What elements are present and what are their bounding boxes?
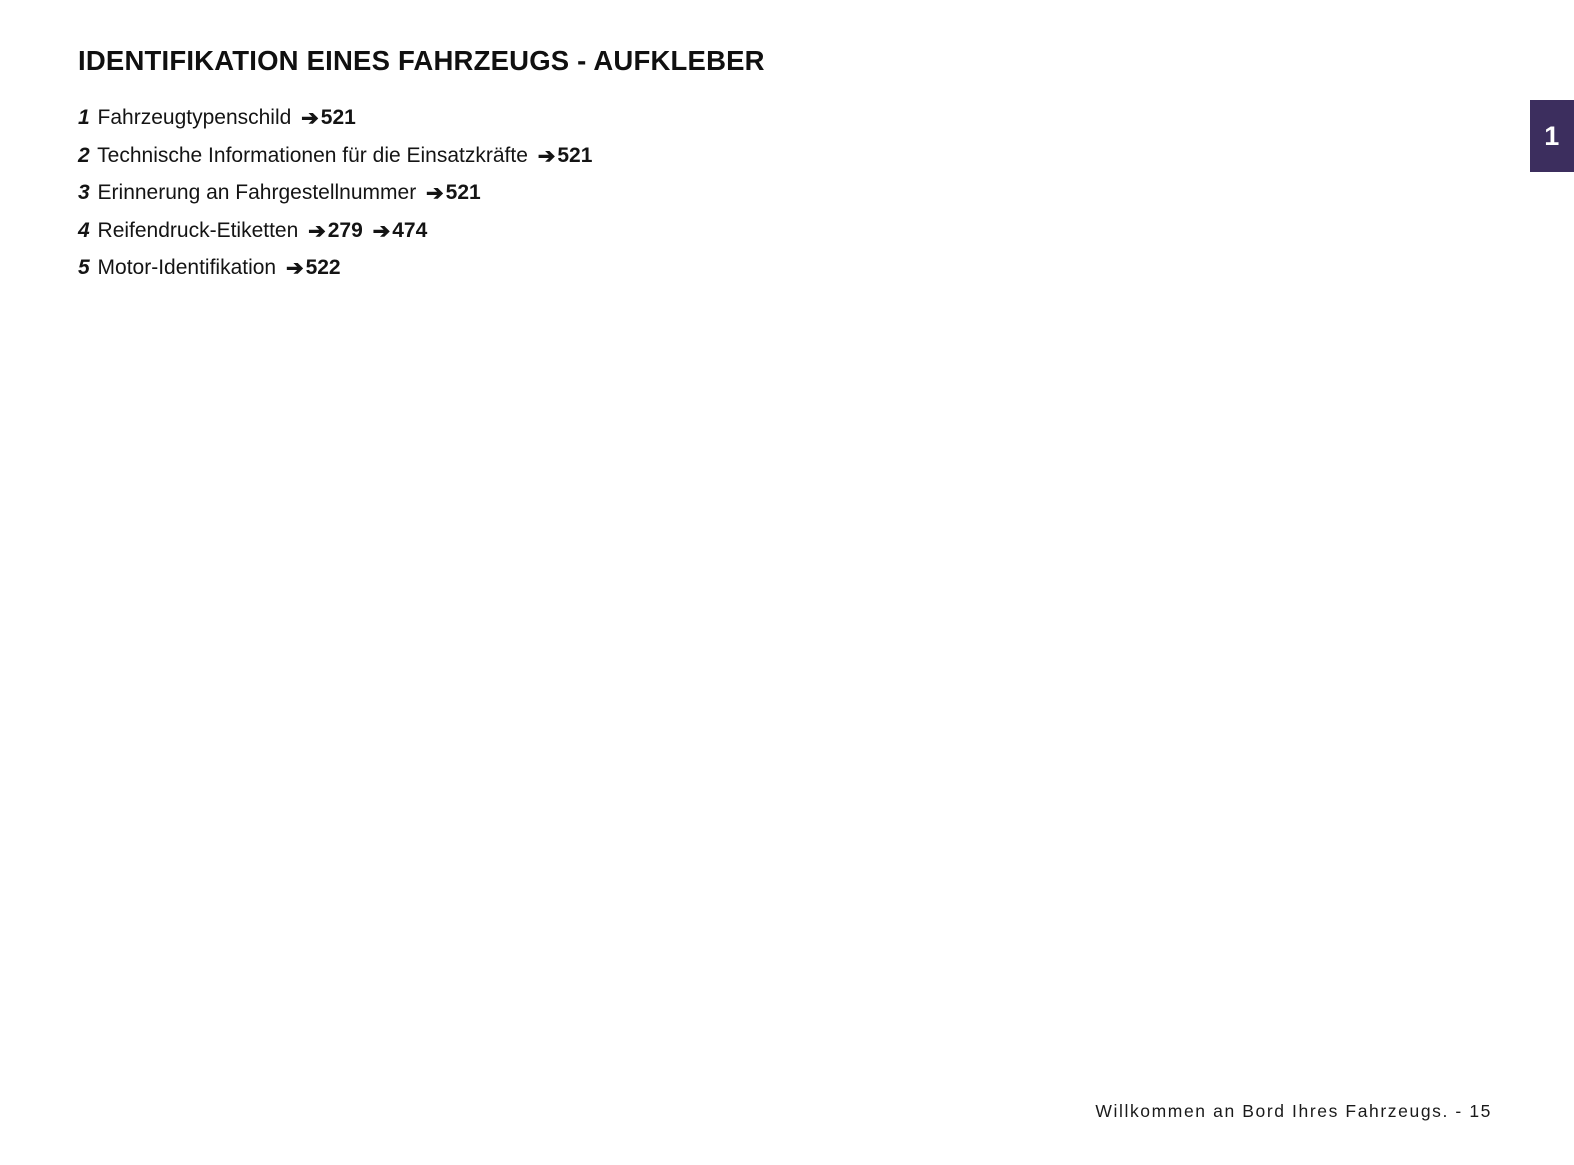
legend-item-reference — [282, 256, 341, 279]
legend-item-reference — [297, 106, 356, 129]
page-reference: 474 — [392, 218, 428, 242]
legend-item-number: 4 — [78, 218, 90, 242]
chapter-tab — [1530, 100, 1574, 172]
arrow-icon: ➔ — [301, 107, 319, 130]
page-content — [78, 44, 1454, 295]
legend-item-label: Motor-Identifikation — [97, 256, 277, 279]
arrow-icon: ➔ — [537, 144, 556, 168]
legend-item-number: 2 — [78, 143, 90, 167]
list-item — [78, 257, 1454, 278]
list-item — [78, 182, 1454, 203]
page-footer: Willkommen an Bord Ihres Fahrzeugs. - 15 — [1095, 1101, 1492, 1121]
legend-item-number: 1 — [78, 106, 90, 129]
legend-item-label: Reifendruck-Etiketten — [97, 218, 299, 242]
arrow-icon: ➔ — [372, 219, 391, 243]
page-reference: 521 — [320, 106, 356, 129]
chapter-tab-number: 1 — [1544, 120, 1560, 151]
page-reference: 521 — [445, 181, 481, 204]
legend-item-reference-secondary — [369, 219, 428, 242]
list-item — [78, 107, 1454, 128]
page-reference: 522 — [305, 256, 341, 279]
legend-item-label: Erinnerung an Fahrgestellnummer — [97, 181, 417, 204]
list-item — [78, 145, 1454, 166]
arrow-icon: ➔ — [426, 182, 444, 205]
legend-list — [78, 107, 1454, 278]
legend-item-reference — [304, 219, 363, 242]
legend-item-number: 5 — [78, 256, 90, 279]
arrow-icon: ➔ — [285, 257, 304, 280]
page-title: IDENTIFIKATION EINES FAHRZEUGS - AUFKLEBER — [78, 45, 765, 76]
legend-item-label: Fahrzeugtypenschild — [97, 106, 292, 129]
legend-item-reference — [534, 144, 593, 167]
page-reference: 279 — [327, 218, 363, 242]
page-reference: 521 — [557, 143, 593, 167]
legend-item-reference — [422, 181, 481, 204]
legend-item-number: 3 — [78, 181, 90, 204]
list-item — [78, 220, 1454, 241]
legend-item-label: Technische Informationen für die Einsatzkräfte — [97, 143, 528, 167]
arrow-icon: ➔ — [308, 219, 326, 243]
